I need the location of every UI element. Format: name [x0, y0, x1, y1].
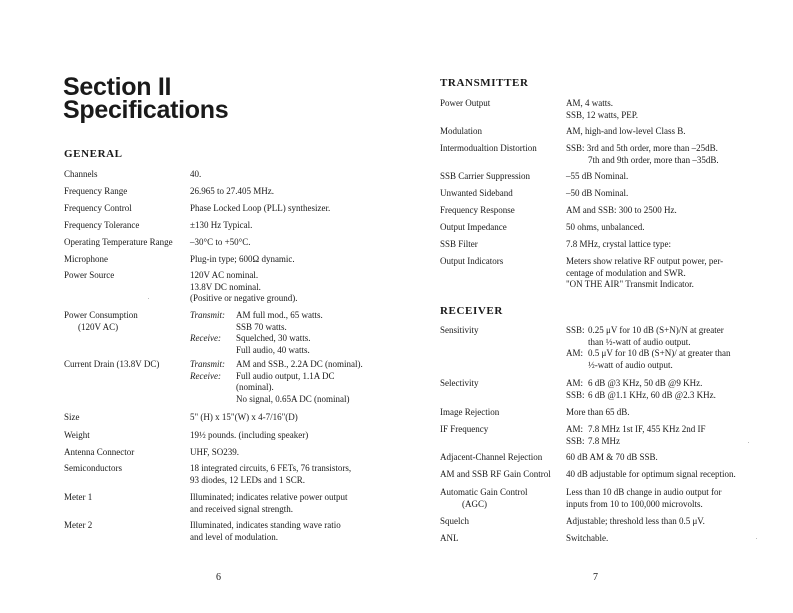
- spec-value: [190, 520, 380, 543]
- spec-value-line: No signal, 0.65A DC (nominal): [236, 393, 350, 404]
- scan-speck: [748, 442, 749, 443]
- page-number-right: 7: [593, 572, 598, 583]
- spec-label: Output Impedance: [440, 222, 507, 232]
- spec-value-line: inputs from 10 to 100,000 microvolts.: [566, 498, 703, 509]
- spec-value: [566, 424, 756, 447]
- general-heading: GENERAL: [64, 148, 123, 160]
- spec-value: 5" (H) x 15"(W) x 4-7/16"(D): [190, 412, 298, 422]
- spec-value-line: 7.8 MHz: [588, 435, 620, 446]
- spec-value: 40.: [190, 169, 202, 179]
- spec-value-line: Full audio output, 1.1A DC: [236, 370, 335, 381]
- spec-value: More than 65 dB.: [566, 407, 630, 417]
- spec-value: –50 dB Nominal.: [566, 188, 629, 198]
- spec-value: [566, 143, 756, 166]
- am-key: AM:: [566, 378, 584, 388]
- spec-value-line: 7th and 9th order, more than –35dB.: [588, 154, 719, 165]
- spec-value-line: AM, 4 watts.: [566, 98, 613, 108]
- spec-label: ANL: [440, 533, 459, 543]
- spec-label: Frequency Tolerance: [64, 220, 140, 230]
- spec-value-line: Squelched, 30 watts.: [236, 333, 311, 343]
- spec-value-line: 0.5 μV for 10 dB (S+N)/ at greater than: [588, 348, 731, 358]
- spec-value-line: 93 diodes, 12 LEDs and 1 SCR.: [190, 474, 306, 485]
- transmit-entry: [190, 359, 380, 371]
- spec-label-line: Power Consumption: [64, 310, 138, 320]
- receive-entry: [190, 371, 380, 406]
- spec-label: Image Rejection: [440, 407, 500, 417]
- spec-label: Power Source: [64, 270, 115, 280]
- spec-label: Output Indicators: [440, 256, 504, 266]
- spec-value: AM and SSB: 300 to 2500 Hz.: [566, 205, 677, 215]
- spec-value: Adjustable; threshold less than 0.5 μV.: [566, 516, 705, 526]
- spec-value: 26.965 to 27.405 MHz.: [190, 186, 274, 196]
- spec-label: Frequency Range: [64, 186, 128, 196]
- spec-value-line: and level of modulation.: [190, 531, 278, 542]
- transmit-key: Transmit:: [190, 310, 226, 320]
- spec-value: Phase Locked Loop (PLL) synthesizer.: [190, 203, 331, 213]
- spec-label-line: (AGC): [462, 498, 487, 509]
- spec-label: Current Drain (13.8V DC): [64, 359, 160, 369]
- receive-entry: [190, 333, 380, 356]
- spec-value: 50 ohms, unbalanced.: [566, 222, 645, 232]
- section-title-line-1: Section II: [63, 73, 172, 101]
- spec-label: Microphone: [64, 254, 108, 264]
- spec-label: Frequency Control: [64, 203, 132, 213]
- spec-value: ±130 Hz Typical.: [190, 220, 253, 230]
- receive-key: Receive:: [190, 333, 221, 343]
- spec-label: SSB Filter: [440, 239, 478, 249]
- spec-value-line: Illuminated; indicates relative power output: [190, 492, 348, 502]
- am-key: AM:: [566, 348, 584, 358]
- spec-value: Plug-in type; 600Ω dynamic.: [190, 254, 295, 264]
- am-entry: [566, 348, 756, 371]
- am-key: AM:: [566, 424, 584, 434]
- spec-value: [566, 98, 756, 121]
- spec-value-line: Meters show relative RF output power, per-: [566, 256, 724, 266]
- left-page: [0, 0, 396, 613]
- spec-label: [64, 310, 189, 333]
- transmitter-heading: TRANSMITTER: [440, 77, 529, 89]
- spec-value-line: 7.8 MHz 1st IF, 455 KHz 2nd IF: [588, 424, 706, 434]
- spec-value: [190, 492, 380, 515]
- spec-value: 40 dB adjustable for optimum signal reception.: [566, 469, 736, 479]
- spec-value: [190, 310, 380, 356]
- spec-label: Frequency Response: [440, 205, 515, 215]
- ssb-key: SSB:: [566, 325, 585, 335]
- spec-value: [566, 325, 756, 371]
- spec-label: Weight: [64, 430, 90, 440]
- right-page: [396, 0, 793, 613]
- spec-value: 60 dB AM & 70 dB SSB.: [566, 452, 658, 462]
- spec-label: Adjacent-Channel Rejection: [440, 452, 543, 462]
- spec-value: [566, 256, 756, 291]
- spec-label: Operating Temperature Range: [64, 237, 173, 247]
- spec-value-line: (Positive or negative ground).: [190, 293, 298, 303]
- spec-label: Selectivity: [440, 378, 479, 388]
- am-entry: [566, 424, 756, 436]
- spec-value-line: 18 integrated circuits, 6 FETs, 76 transistors,: [190, 463, 352, 473]
- spec-label: Antenna Connector: [64, 447, 135, 457]
- spec-value-line: Illuminated, indicates standing wave ratio: [190, 520, 341, 530]
- spec-label: Unwanted Sideband: [440, 188, 513, 198]
- spec-value: –55 dB Nominal.: [566, 171, 629, 181]
- spec-value-line: AM and SSB., 2.2A DC (nominal).: [236, 359, 363, 369]
- spec-value-line: 0.25 μV for 10 dB (S+N)/N at greater: [588, 325, 724, 335]
- spec-value-line: 6 dB @1.1 KHz, 60 dB @2.3 KHz.: [588, 389, 716, 400]
- spec-label: Meter 1: [64, 492, 93, 502]
- ssb-entry: [566, 325, 756, 348]
- receive-key: Receive:: [190, 370, 221, 381]
- receiver-heading: RECEIVER: [440, 305, 503, 317]
- spec-value: UHF, SO239.: [190, 447, 240, 457]
- ssb-entry: [566, 390, 756, 402]
- spec-value-line: and received signal strength.: [190, 503, 293, 514]
- spec-value: Switchable.: [566, 533, 609, 543]
- transmit-key: Transmit:: [190, 359, 226, 369]
- spec-value: [190, 270, 380, 305]
- spec-value-line: 13.8V DC nominal.: [190, 281, 261, 292]
- spec-value-line: "ON THE AIR" Transmit Indicator.: [566, 279, 694, 289]
- spec-value-line: centage of modulation and SWR.: [566, 267, 686, 278]
- spec-value: –30°C to +50°C.: [190, 237, 251, 247]
- spec-label: [440, 487, 565, 510]
- spec-label: IF Frequency: [440, 424, 489, 434]
- spec-value-line: SSB: 3rd and 5th order, more than –25dB.: [566, 143, 718, 153]
- ssb-key: SSB:: [566, 389, 585, 400]
- spec-label: AM and SSB RF Gain Control: [440, 469, 551, 479]
- transmit-entry: [190, 310, 380, 333]
- spec-value: 7.8 MHz, crystal lattice type:: [566, 239, 671, 249]
- spec-label: SSB Carrier Suppression: [440, 171, 530, 181]
- page-number-left: 6: [216, 572, 221, 583]
- spec-value: AM, high-and low-level Class B.: [566, 126, 686, 136]
- spec-value: 19½ pounds. (including speaker): [190, 430, 309, 440]
- spec-value-line: SSB, 12 watts, PEP.: [566, 109, 639, 120]
- spec-label: Intermodualtion Distortion: [440, 143, 537, 153]
- ssb-key: SSB:: [566, 435, 585, 446]
- spec-label: Meter 2: [64, 520, 93, 530]
- spec-value-line: ½-watt of audio output.: [588, 359, 673, 370]
- spec-label: Power Output: [440, 98, 491, 108]
- scan-speck: [756, 538, 757, 539]
- spec-value-line: AM full mod., 65 watts.: [236, 310, 323, 320]
- spec-value-line: (nominal).: [236, 382, 274, 392]
- spec-value-line: than ½-watt of audio output.: [588, 336, 691, 347]
- spec-label: Size: [64, 412, 80, 422]
- spec-label: Squelch: [440, 516, 469, 526]
- spec-label: Semiconductors: [64, 463, 122, 473]
- am-entry: [566, 378, 756, 390]
- spec-label: Sensitivity: [440, 325, 479, 335]
- spec-label-line: (120V AC): [78, 321, 119, 332]
- spec-value-line: Full audio, 40 watts.: [236, 344, 310, 355]
- spec-value: [566, 378, 756, 401]
- spec-value: [190, 463, 380, 486]
- spec-value: [190, 359, 380, 405]
- scan-speck: [148, 298, 149, 299]
- spec-value-line: Less than 10 dB change in audio output for: [566, 487, 722, 497]
- spec-value-line: 120V AC nominal.: [190, 270, 259, 280]
- spec-label-line: Automatic Gain Control: [440, 487, 528, 497]
- section-title: [63, 73, 229, 124]
- spec-value-line: 6 dB @3 KHz, 50 dB @9 KHz.: [588, 378, 703, 388]
- spec-value-line: SSB 70 watts.: [236, 321, 287, 332]
- ssb-entry: [566, 436, 756, 448]
- spec-label: Modulation: [440, 126, 482, 136]
- section-title-line-2: Specifications: [63, 96, 229, 124]
- spec-label: Channels: [64, 169, 98, 179]
- spec-value: [566, 487, 756, 510]
